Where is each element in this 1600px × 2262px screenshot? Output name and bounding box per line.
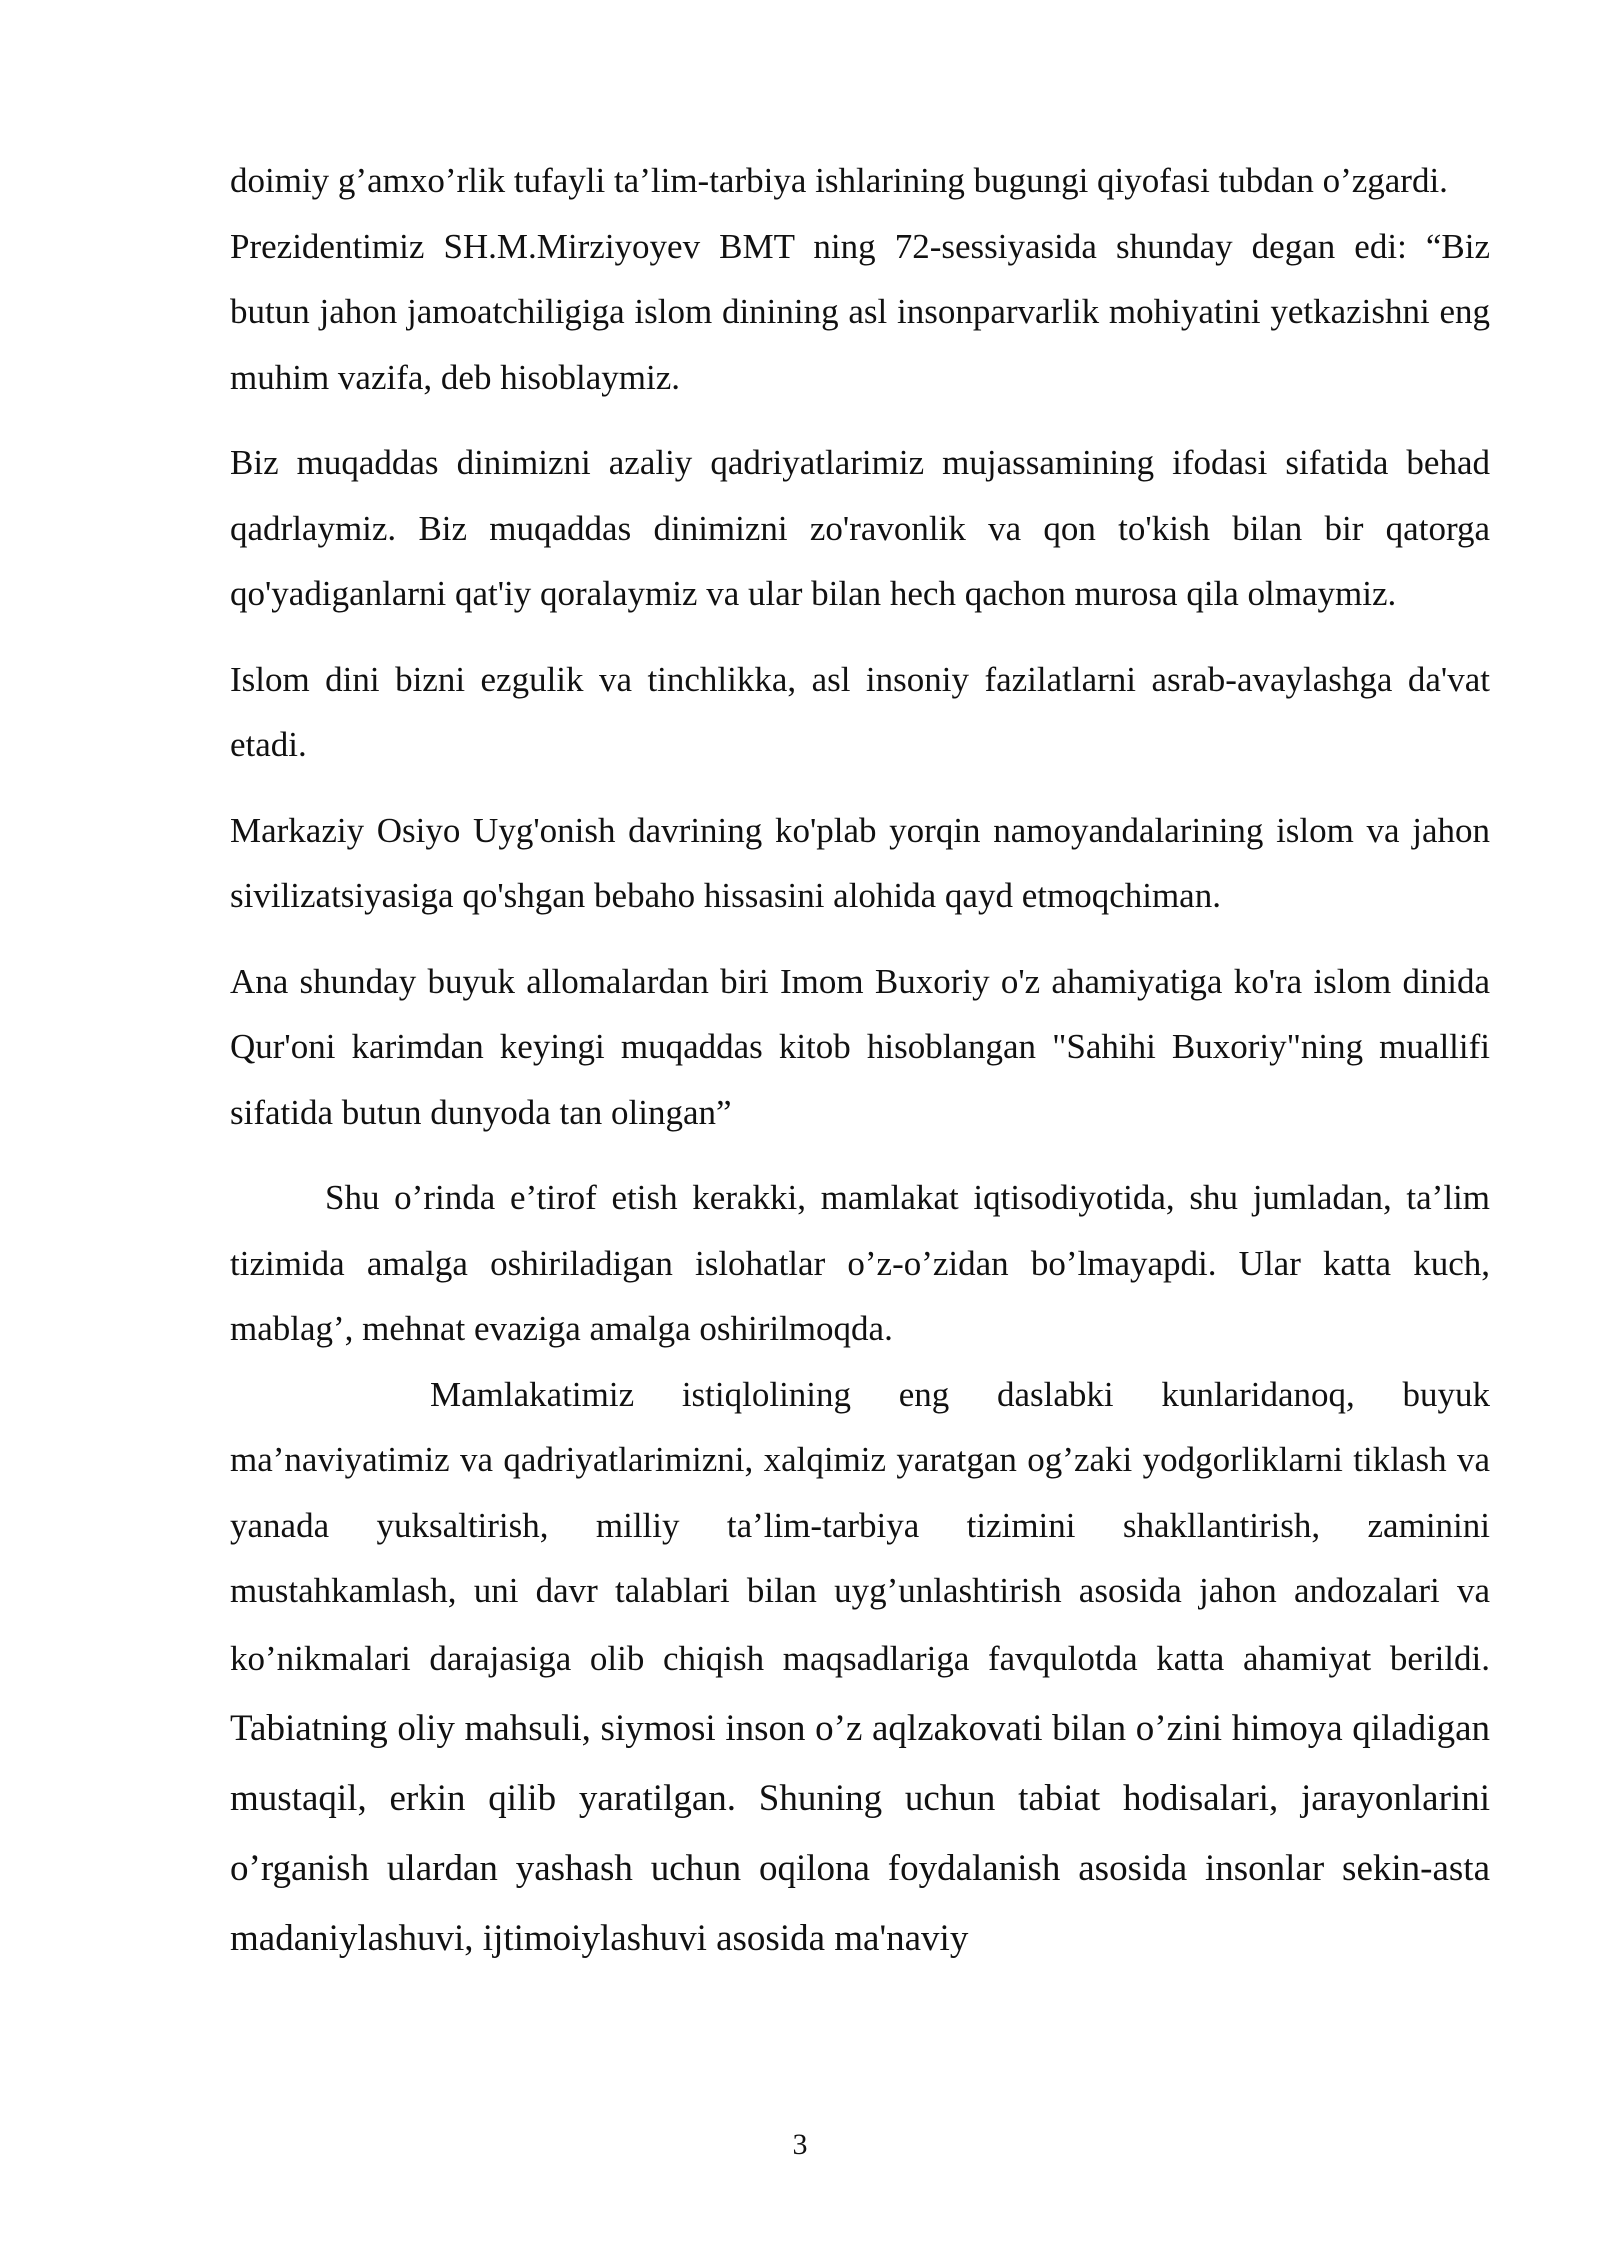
paragraph-8-block [230,1362,1490,1974]
paragraph-9 [230,1708,1490,1959]
paragraph-6: Ana shunday buyuk allomalardan biri Imom Buxoriy o'z ahamiyatiga ko'ra islom dinida Qur'oni karimdan keyingi muqaddas kitob hisoblangan "Sahihi Buxoriy"ning muallifi sifatida butun dunyoda tan olingan” [230,961,1490,1132]
paragraph-4: Islom dini bizni ezgulik va tinchlikka, asl insoniy fazilatlarni asrab-avaylashga da'vat etadi. [230,659,1490,764]
paragraph-9-text: Tabiatning oliy mahsuli, siymosi inson o’z aqlzakovati bilan o’zini himoya qiladigan mustaqil, erkin qilib yaratilgan. Shuning uchun tabiat hodisalari, jarayonlarini o’rganish ulardan yashash uchun oqilona foydalanish asosida insonlar sekin-asta madaniylashuvi, ijtimoiylashuvi asosida ma'naviy [230,1707,1490,1959]
paragraph-8: Mamlakatimiz istiqlolining eng daslabki kunlaridanoq, buyuk ma’naviyatimiz va qadriyatlarimizni, xalqimiz yaratgan og’zaki yodgorliklarni tiklash va yanada yuksaltirish, milliy ta’lim-tarbiya tizimini shakllantirish, zaminini mustahkamlash, uni davr talablari bilan uyg’unlashtirish asosida jahon andozalari va ko’nikmalari darajasiga olib chiqish maqsadlariga favqulotda katta ahamiyat berildi. [230,1374,1490,1678]
paragraph-7: Shu o’rinda e’tirof etish kerakki, mamlakat iqtisodiyotida, shu jumladan, ta’lim tizimida amalga oshiriladigan islohatlar o’z-o’zidan bo’lmayapdi. Ular katta kuch, mablag’, mehnat evaziga amalga oshirilmoqda. [230,1178,1490,1348]
page-number: 3 [792,2128,808,2161]
paragraph-3: Biz muqaddas dinimizni azaliy qadriyatlarimiz mujassamining ifodasi sifatida behad qadrlaymiz. Biz muqaddas dinimizni zo'ravonlik va qon to'kish bilan bir qatorga qo'yadiganlarni qat'iy qoralaymiz va ular bilan hech qachon murosa qila olmaymiz. [230,443,1490,613]
paragraph-2: Prezidentimiz SH.M.Mirziyoyev BMT ning 72-sessiyasida shunday degan edi: “Biz butun jahon jamoatchiligiga islom dinining asl insonparvarlik mohiyatini yetkazishni eng muhim vazifa, deb hisoblaymiz. [230,226,1490,397]
paragraph-5: Markaziy Osiyo Uyg'onish davrining ko'plab yorqin namoyandalarining islom va jahon sivilizatsiyasiga qo'shgan bebaho hissasini alohida qayd etmoqchiman. [230,810,1490,915]
paragraph-1: doimiy g’amxo’rlik tufayli ta’lim-tarbiya ishlarining bugungi qiyofasi tubdan o’zgardi. [230,161,1448,200]
body-text [230,148,1490,1974]
